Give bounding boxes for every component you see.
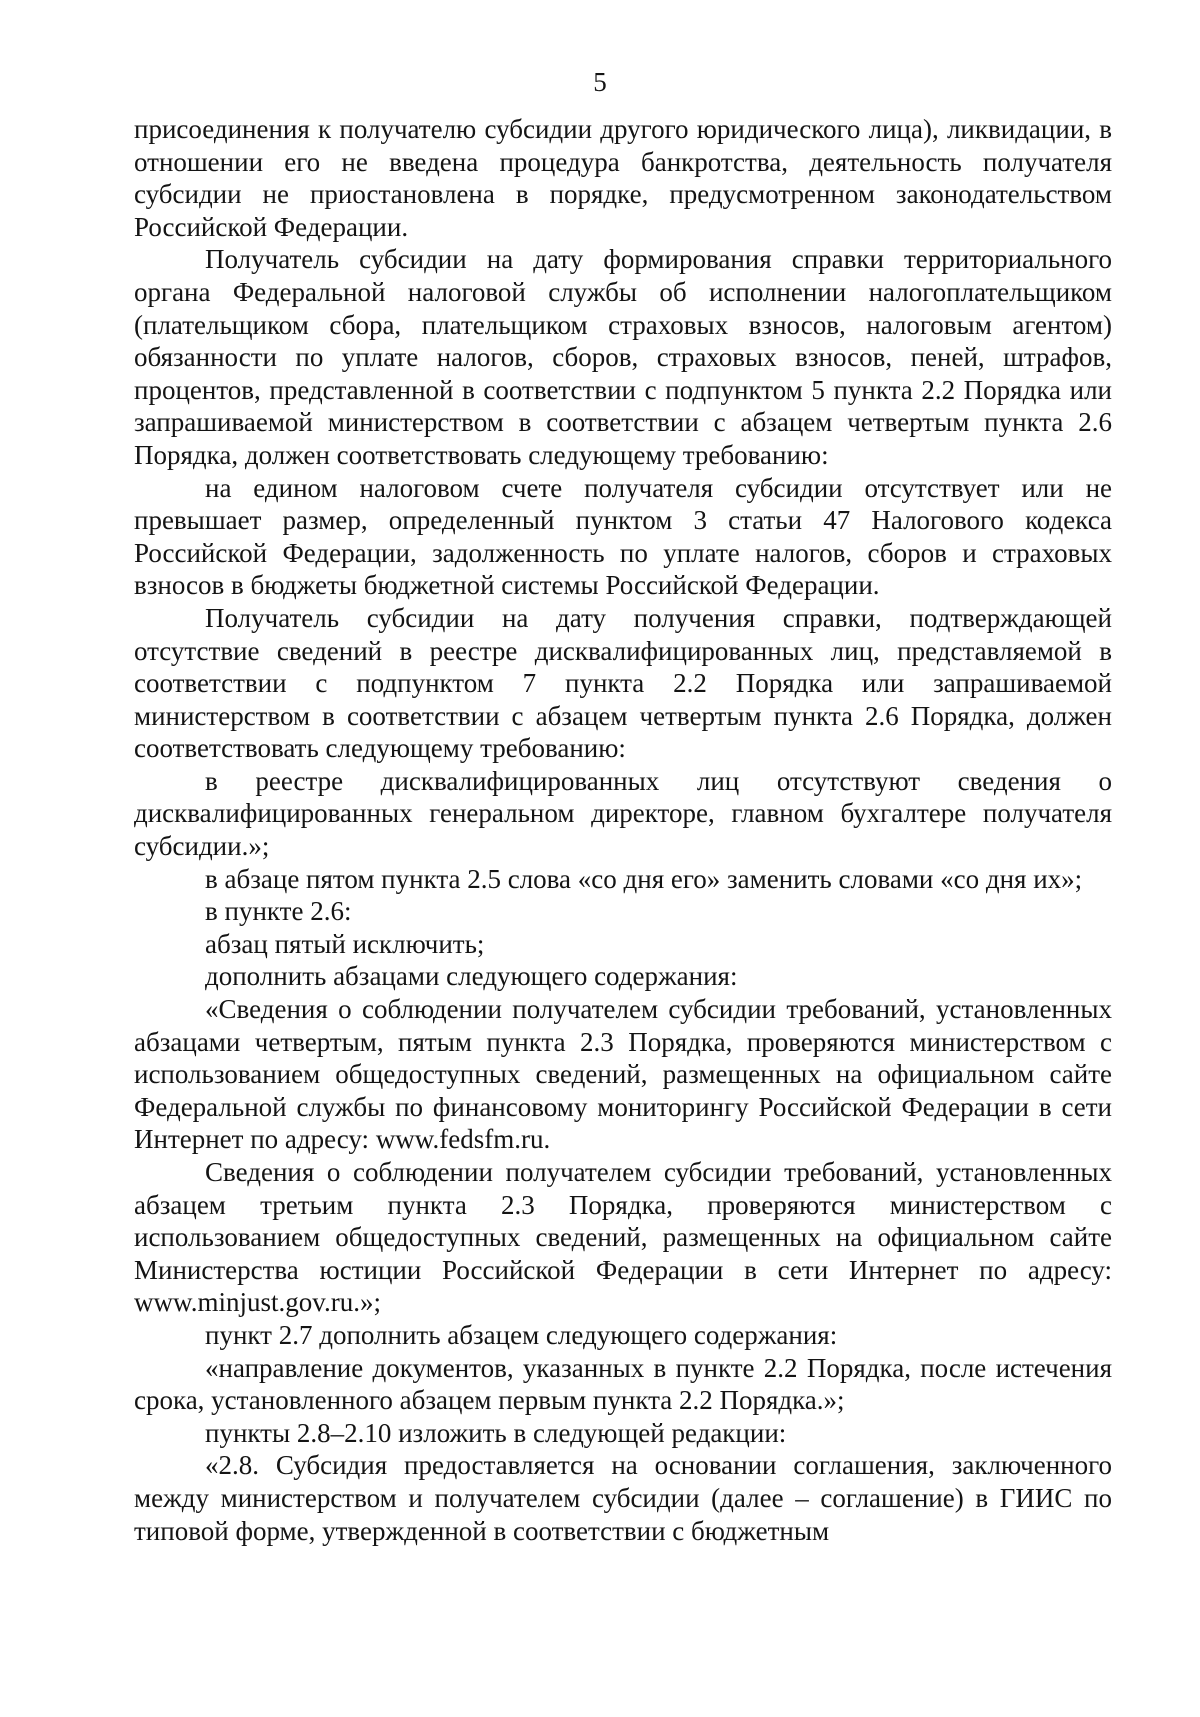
paragraph: на едином налоговом счете получателя субсидии отсутствует или не превышает размер, определенный пунктом 3 статьи 47 Налогового кодекса Российской Федерации, задолженность по уплате налогов, сборов и страховых взносов в бюджеты бюджетной системы Российской Федерации. (134, 472, 1112, 601)
paragraph: пункты 2.8–2.10 изложить в следующей редакции: (205, 1417, 787, 1448)
paragraph: в абзаце пятом пункта 2.5 слова «со дня его» заменить словами «со дня их»; (205, 863, 1083, 894)
paragraph: «направление документов, указанных в пункте 2.2 Порядка, после истечения срока, установленного абзацем первым пункта 2.2 Порядка.»; (134, 1352, 1112, 1416)
paragraph: Получатель субсидии на дату получения справки, подтверждающей отсутствие сведений в реестре дисквалифицированных лиц, представляемой в соответствии с подпунктом 7 пункта 2.2 Порядка или запрашиваемой министерством в соответствии с абзацем четвертым пункта 2.6 Порядка, должен соответствовать следующему требованию: (134, 602, 1112, 764)
paragraph: «Сведения о соблюдении получателем субсидии требований, установленных абзацами четвертым, пятым пункта 2.3 Порядка, проверяются министерством с использованием общедоступных сведений, размещенных на официальном сайте Федеральной службы по финансовому мониторингу Российской Федерации в сети Интернет по адресу: www.fedsfm.ru. (134, 994, 1112, 1155)
paragraph: пункт 2.7 дополнить абзацем следующего содержания: (205, 1319, 838, 1350)
paragraph: абзац пятый исключить; (205, 928, 485, 959)
paragraph: Сведения о соблюдении получателем субсидии требований, установленных абзацем третьим пункта 2.3 Порядка, проверяются министерством с использованием общедоступных сведений, размещенных на официальном сайте Министерства юстиции Российской Федерации в сети Интернет по адресу: www.minjust.gov.ru.»; (134, 1157, 1112, 1318)
page-number: 5 (593, 67, 607, 97)
paragraph: присоединения к получателю субсидии другого юридического лица), ликвидации, в отношении его не введена процедура банкротства, деятельность получателя субсидии не приостановлена в порядке, предусмотренном законодательством Российской Федерации. (134, 114, 1112, 242)
paragraph: в пункте 2.6: (205, 896, 352, 927)
paragraph: дополнить абзацами следующего содержания: (205, 961, 738, 992)
paragraph: «2.8. Субсидия предоставляется на основании соглашения, заключенного между министерством и получателем субсидии (далее – соглашение) в ГИИС по типовой форме, утвержденной в соответствии с бюджетным (134, 1450, 1112, 1546)
paragraph: в реестре дисквалифицированных лиц отсутствуют сведения о дисквалифицированных генеральном директоре, главном бухгалтере получателя субсидии.»; (134, 765, 1112, 862)
document-body (134, 113, 1112, 1547)
paragraph: Получатель субсидии на дату формирования справки территориального органа Федеральной налоговой службы об исполнении налогоплательщиком (плательщиком сбора, плательщиком страховых взносов, налоговым агентом) обязанности по уплате налогов, сборов, страховых взносов, пеней, штрафов, процентов, представленной в соответствии с подпунктом 5 пункта 2.2 Порядка или запрашиваемой министерством в соответствии с абзацем четвертым пункта 2.6 Порядка, должен соответствовать следующему требованию: (134, 244, 1112, 470)
